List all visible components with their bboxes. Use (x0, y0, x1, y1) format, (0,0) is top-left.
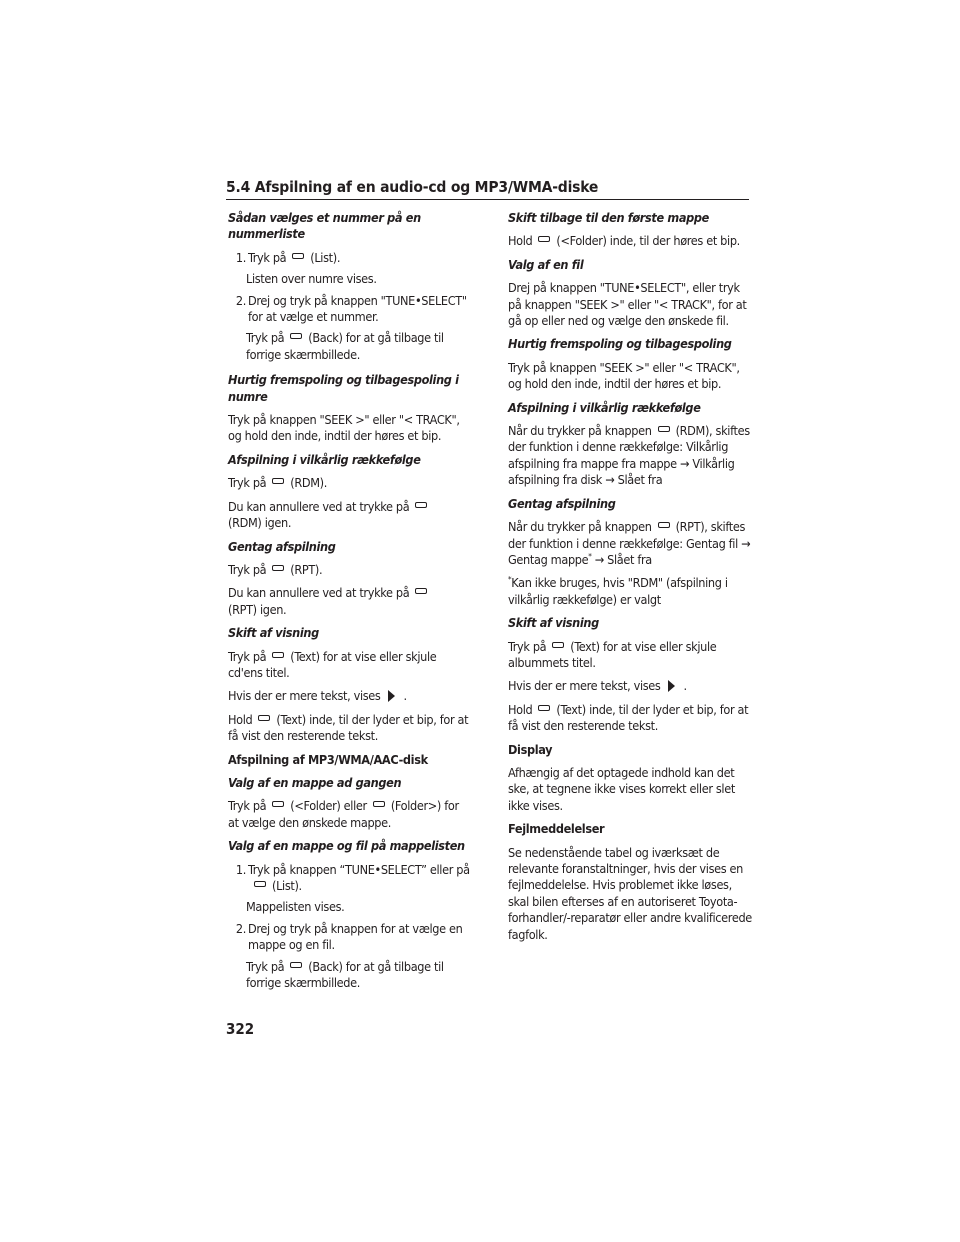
steps-folder-list (228, 862, 472, 992)
paragraph: Du kan annullere ved at trykke på (RPT) igen. (228, 585, 472, 618)
right-triangle-icon (668, 680, 675, 692)
paragraph: Tryk på knappen "SEEK >" eller "< TRACK", og hold den inde, indtil der høres et bip. (228, 412, 460, 444)
rpt-button-icon (658, 522, 670, 528)
paragraph: Tryk på (RDM). (228, 475, 327, 491)
heading-select-folder: Valg af en mappe ad gangen (228, 774, 402, 790)
heading-mp3-playback: Afspilning af MP3/WMA/AAC-disk (228, 751, 428, 767)
paragraph: Se nedenstående tabel og iværksæt de relevante foranstaltninger, hvis der vises en fejlmeddelelse. Hvis problemet ikke løses, skal bilen efterses af en autoriseret Toyota-forhandler/-reparatør eller andre kvalificerede fagfolk. (508, 844, 752, 942)
list-item-note: Mappelisten vises. (246, 899, 345, 915)
paragraph: Hold (Text) inde, til der lyder et bip, for at få vist den resterende tekst. (508, 701, 749, 734)
list-item-note: Tryk på (Back) for at gå tilbage til forrige skærmbillede. (246, 958, 444, 991)
heading-repeat-playback: Gentag afspilning (228, 538, 336, 554)
list-item: 2. Drej og tryk på knappen for at vælge en mappe og en fil. (235, 920, 463, 953)
list-item: 1. Tryk på (List). (235, 249, 341, 265)
footnote: *Kan ikke bruges, hvis "RDM" (afspilning i vilkårlig rækkefølge) er valgt (508, 575, 728, 607)
paragraph: Afhængig af det optagede indhold kan det ske, at tegnene ikke vises korrekt eller slet ikke vises. (508, 764, 735, 813)
rdm-button-icon (415, 502, 427, 508)
paragraph: Du kan annullere ved at trykke på (RDM) igen. (228, 499, 472, 532)
list-item-note: Listen over numre vises. (246, 271, 377, 287)
text-button-icon (258, 715, 270, 721)
heading-fast-forward: Hurtig fremspoling og tilbagespoling (508, 336, 732, 352)
paragraph: Når du trykker på knappen (RDM), skiftes der funktion i denne rækkefølge: Vilkårlig afspilning fra mappe fra mappe → Vilkårlig afspilning fra disk → Slået fra (508, 423, 750, 488)
heading-folder-list: Valg af en mappe og fil på mappelisten (228, 838, 465, 854)
list-button-icon (254, 881, 266, 887)
heading-fast-forward-tracks: Hurtig fremspoling og tilbagespoling i numre (228, 372, 459, 404)
heading-select-file: Valg af en fil (508, 256, 584, 272)
rdm-button-icon (272, 478, 284, 484)
list-item: 2. Drej og tryk på knappen "TUNE•SELECT" for at vælge et nummer. (235, 292, 467, 325)
paragraph: Tryk på (RPT). (228, 561, 323, 577)
folder-up-button-icon (373, 801, 385, 807)
folder-down-button-icon (272, 801, 284, 807)
heading-display: Display (508, 741, 553, 757)
page-number: 322 (226, 1020, 255, 1038)
heading-change-display: Skift af visning (508, 615, 599, 631)
paragraph: Tryk på knappen "SEEK >" eller "< TRACK", og hold den inde, indtil der høres et bip. (508, 359, 740, 392)
text-button-icon (538, 705, 550, 711)
heading-first-folder: Skift tilbage til den første mappe (508, 210, 710, 225)
paragraph: Når du trykker på knappen (RPT), skiftes der funktion i denne rækkefølge: Gentag fil → Gentag mappe* → Slået fra (508, 519, 751, 567)
text-button-icon (272, 652, 284, 658)
heading-change-display: Skift af visning (228, 625, 319, 641)
heading-random-playback: Afspilning i vilkårlig rækkefølge (508, 399, 701, 415)
left-column (228, 210, 472, 1000)
rdm-button-icon (658, 426, 670, 432)
back-button-icon (290, 333, 302, 339)
list-item-note: Tryk på (Back) for at gå tilbage til forrige skærmbillede. (246, 330, 444, 362)
paragraph: Hold (<Folder) inde, til der høres et bip. (508, 233, 740, 249)
rpt-button-icon (415, 588, 427, 594)
text-button-icon (552, 642, 564, 648)
heading-select-track-list: Sådan vælges et nummer på en nummerliste (228, 210, 421, 242)
paragraph: Hold (Text) inde, til der lyder et bip, for at få vist den resterende tekst. (228, 711, 469, 744)
paragraph: Hvis der er mere tekst, vises . (508, 678, 687, 694)
paragraph: Tryk på (<Folder) eller (Folder>) for at vælge den ønskede mappe. (228, 798, 459, 830)
right-triangle-icon (388, 690, 395, 702)
rpt-button-icon (272, 565, 284, 571)
paragraph: Hvis der er mere tekst, vises . (228, 688, 407, 704)
heading-error-messages: Fejlmeddelelser (508, 821, 605, 837)
heading-random-playback: Afspilning i vilkårlig rækkefølge (228, 451, 421, 467)
steps-track-list (228, 250, 472, 363)
heading-repeat-playback: Gentag afspilning (508, 495, 616, 511)
list-button-icon (292, 253, 304, 259)
right-column (508, 210, 753, 950)
folder-down-button-icon (538, 236, 550, 242)
paragraph: Tryk på (Text) for at vise eller skjule albummets titel. (508, 638, 717, 670)
back-button-icon (290, 962, 302, 968)
paragraph: Tryk på (Text) for at vise eller skjule cd'ens titel. (228, 648, 437, 680)
paragraph: Drej på knappen "TUNE•SELECT", eller tryk på knappen "SEEK >" eller "< TRACK", for at gå op eller ned og vælge den ønskede fil. (508, 280, 747, 329)
list-item: 1. Tryk på knappen “TUNE•SELECT” eller på(List). (235, 861, 470, 893)
section-header: 5.4 Afspilning af en audio-cd og MP3/WMA-diske (226, 178, 749, 200)
